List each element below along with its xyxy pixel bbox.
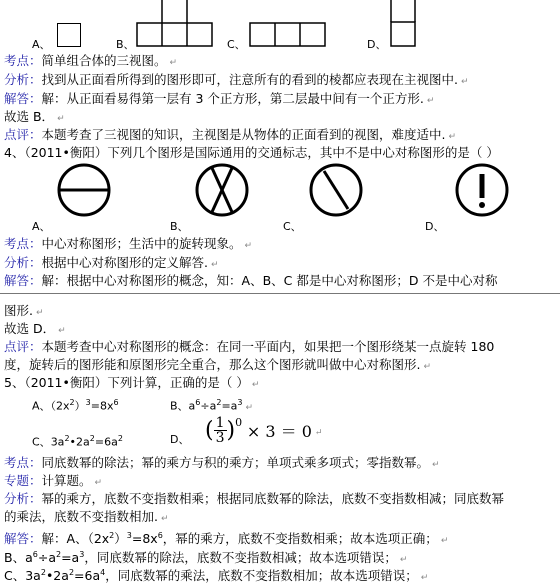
- q4-option-d-label: D、: [425, 220, 445, 233]
- q4-answer: 故选 D． ↵: [4, 321, 66, 336]
- q3-figure-a: [57, 23, 81, 47]
- q5-option-d-formula: ( $\frac{1}{3}$ )$^0$ × 3 ＝ 0 ↵: [205, 415, 323, 446]
- q3-dianping: 点评：本题考查了三视图的知识，主视图是从物体的正面看到的视图，难度适中. ↵: [4, 127, 457, 142]
- q3-figure-d: [390, 0, 418, 48]
- q3-option-d-label: D、: [367, 38, 387, 51]
- q3-kaodian: 考点：简单组合体的三视图。 ↵: [4, 53, 178, 68]
- q5-fenxi-cont: 的乘法，底数不变指数相加. ↵: [4, 509, 169, 524]
- q3-fenxi: 分析：找到从正面看所得到的图形即可，注意所有的看到的棱都应表现在主视图中. ↵: [4, 72, 469, 87]
- q5-jieda-c: C、$3a^2•2a^2=6a^4$，同底数幂的乘法，底数不变指数相加；故本选项错误； ↵: [4, 568, 429, 584]
- q3-jieda: 解答：解：从正面看易得第一层有 3 个正方形，第二层最中间有一个正方形. ↵: [4, 91, 435, 106]
- q4-option-a-label: A、: [32, 220, 51, 233]
- q5-jieda-a: 解答：解：A、$(2x^2)^3=8x^6$，幂的乘方，底数不变指数相乘；故本选项正确； ↵: [4, 531, 449, 547]
- q5-fenxi: 分析：幂的乘方，底数不变指数相乘；根据同底数幂的除法，底数不变指数相减；同底数幂: [4, 491, 505, 506]
- q3-option-c-label: C、: [227, 38, 246, 51]
- q4-title: 4、（2011•衡阳）下列几个图形是国际通用的交通标志，其中不是中心对称图形的是（ ）: [4, 145, 499, 160]
- q5-option-d-label: D、: [170, 433, 190, 446]
- q3-figure-b: [136, 0, 216, 48]
- q4-sign-a-icon: [56, 162, 112, 218]
- q5-zhuanti: 专题：计算题。 ↵: [4, 473, 103, 488]
- q4-sign-c-icon: [308, 162, 364, 218]
- q4-kaodian: 考点：中心对称图形；生活中的旋转现象。 ↵: [4, 236, 253, 251]
- q4-jieda-cont: 图形. ↵: [4, 303, 44, 318]
- q4-option-b-label: B、: [170, 220, 189, 233]
- q5-option-a: A、$(2x^2)^3=8x^6$: [32, 398, 119, 413]
- q3-option-a-label: A、: [32, 38, 51, 51]
- q4-dianping: 点评：本题考查中心对称图形的概念：在同一平面内，如果把一个图形绕某一点旋转 180: [4, 339, 495, 354]
- q4-dianping-cont: 度，旋转后的图形能和原图形完全重合，那么这个图形就叫做中心对称图形. ↵: [4, 357, 432, 372]
- q4-jieda: 解答：解：根据中心对称图形的概念，知：A、B、C 都是中心对称图形；D 不是中心对称: [4, 273, 498, 288]
- q5-option-b: B、$a^6\div a^2=a^3↵$: [170, 398, 254, 413]
- q5-option-c: C、$3a^2•2a^2=6a^2$: [32, 434, 123, 449]
- q4-sign-d-icon: [454, 162, 510, 218]
- q3-figure-c: [249, 22, 329, 48]
- q5-title: 5、（2011•衡阳）下列计算，正确的是（ ） ↵: [4, 375, 260, 390]
- q5-jieda-b: B、$a^6\div a^2=a^3$，同底数幂的除法，底数不变指数相减；故本选项错误； ↵: [4, 550, 408, 566]
- q4-sign-b-icon: [194, 162, 250, 218]
- page-break-divider: [0, 293, 560, 294]
- q4-option-c-label: C、: [283, 220, 302, 233]
- q3-answer: 故选 B． ↵: [4, 109, 65, 124]
- q3-option-b-label: B、: [116, 38, 135, 51]
- q5-kaodian: 考点：同底数幂的除法；幂的乘方与积的乘方；单项式乘多项式；零指数幂。 ↵: [4, 455, 440, 470]
- q4-fenxi: 分析：根据中心对称图形的定义解答. ↵: [4, 255, 219, 270]
